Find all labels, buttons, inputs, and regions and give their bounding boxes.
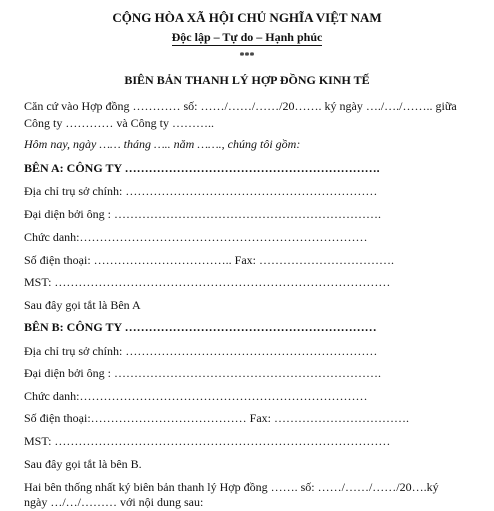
agreement-line-1: Hai bên thống nhất ký biên bản thanh lý Hợp đồng ……. số: ……/……/……/20….ký [24, 480, 439, 494]
motto-line [0, 30, 494, 44]
party-a-phone-fax: Số điện thoại: …………………………….. Fax: ……………………………. [24, 253, 394, 267]
party-a-note: Sau đây gọi tắt là Bên A [24, 298, 141, 312]
party-a-heading: BÊN A: CÔNG TY ………………………………………………………. [24, 161, 380, 175]
intro-line-1: Căn cứ vào Hợp đồng ………… số: ……/……/……/20……. ký ngày …./…./…….. giữa [24, 99, 457, 113]
party-a-representative: Đại diện bởi ông : …………………………………………………………. [24, 207, 381, 221]
intro-line-2: Công ty ………… và Công ty ……….. [24, 116, 215, 130]
motto: Độc lập – Tự do – Hạnh phúc [171, 30, 323, 44]
party-b-position: Chức danh:……………………………………………………………… [24, 389, 368, 403]
party-a-tax-code: MST: ………………………………………………………………………… [24, 275, 391, 289]
party-b-phone-fax: Số điện thoại:………………………………… Fax: ……………………………. [24, 411, 409, 425]
party-b-address: Địa chỉ trụ sở chính: ……………………………………………………… [24, 344, 378, 358]
party-a-address: Địa chỉ trụ sở chính: ……………………………………………………… [24, 184, 378, 198]
party-b-tax-code: MST: ………………………………………………………………………… [24, 434, 391, 448]
party-b-representative: Đại diện bởi ông : …………………………………………………………. [24, 366, 381, 380]
party-b-note: Sau đây gọi tắt là bên B. [24, 457, 142, 471]
intro-line-3: Hôm nay, ngày …… tháng ….. năm ……., chúng tôi gồm: [24, 137, 301, 151]
agreement-line-2: ngày …/…/……… với nội dung sau: [24, 495, 204, 509]
document-title: BIÊN BẢN THANH LÝ HỢP ĐỒNG KINH TẾ [124, 73, 370, 87]
party-b-heading: BÊN B: CÔNG TY ……………………………………………………… [24, 320, 377, 334]
nation-header: CỘNG HÒA XÃ HỘI CHỦ NGHĨA VIỆT NAM [112, 10, 382, 25]
stars-divider: *** [239, 51, 255, 62]
party-a-position: Chức danh:……………………………………………………………… [24, 230, 368, 244]
